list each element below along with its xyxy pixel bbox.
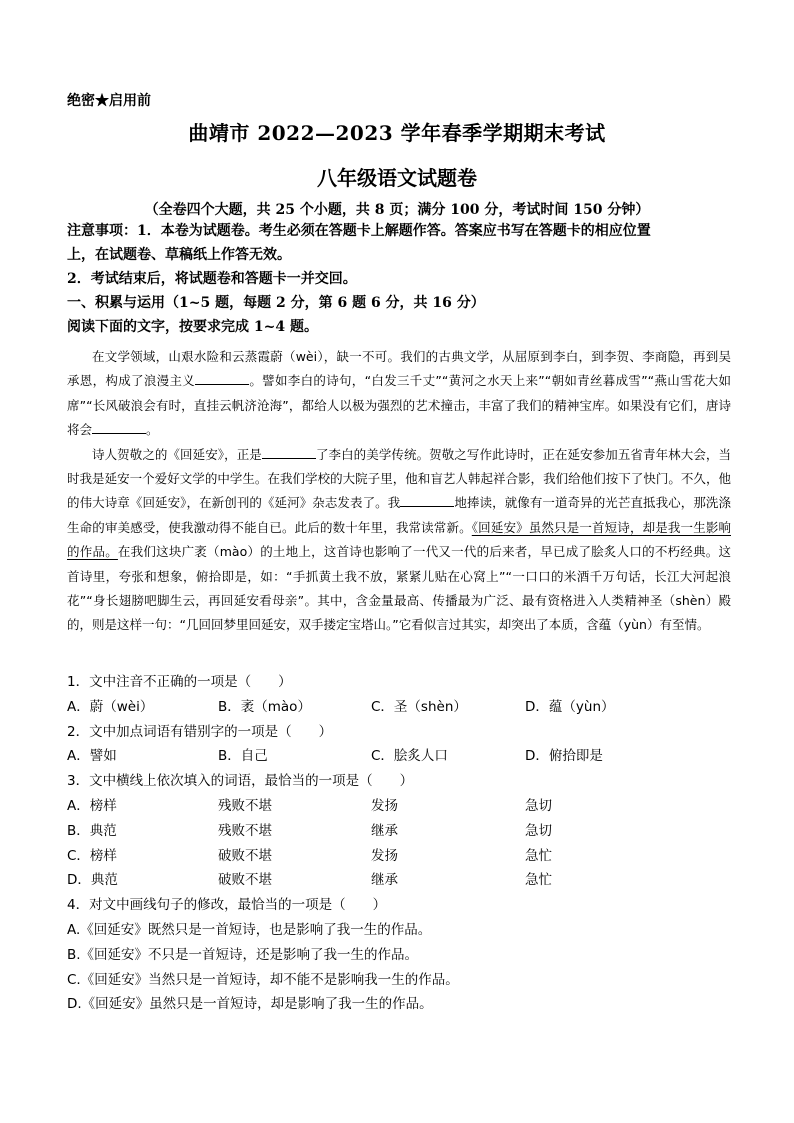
- exam-title: 曲靖市 2022—2023 学年春季学期期末考试: [188, 121, 606, 145]
- q1-option-a: A．蔚（wèi）: [67, 698, 154, 715]
- q1-option-d: D．蕴（yùn）: [525, 698, 615, 715]
- q4-option-c: C.《回延安》当然只是一首短诗，却不能不是影响我一生的作品。: [67, 971, 459, 988]
- answer-blank-4: [400, 492, 454, 507]
- confidential-mark: 绝密★启用前: [67, 93, 151, 109]
- q4-option-b: B.《回延安》不只是一首短诗，还是影响了我一生的作品。: [67, 946, 419, 963]
- q1-option-b: B．袤（mào）: [218, 698, 311, 715]
- q2-option-b: B．自己: [218, 748, 268, 765]
- underlined-sentence: 《回延安》虽然只是一首短诗，却是我一生影响的作品。: [67, 519, 731, 560]
- passage-paragraph-1: 在文学领域，山艰水险和云蒸霞蔚（wèi），缺一不可。我们的古典文学，从屈原到李白，到李贺、李商隐，再到吴承恩，构成了浪漫主义 。譬如李白的诗句，“白发三千丈”“黄河之水天上来”“朝如青丝暮成雪”“燕山雪花大如席”“长风破浪会有时，直挂云帆济沧海”，都给人以极为强烈的艺术撞击，丰富了我们的精神宝库。如果没有它们，唐诗将会 。: [67, 349, 731, 438]
- notice-line-3: 2．考试结束后，将试题卷和答题卡一并交回。: [67, 271, 357, 287]
- notice-line-1: 注意事项：1．本卷为试题卷。考生必须在答题卡上解题作答。答案应书写在答题卡的相应位置: [67, 223, 651, 239]
- q3-option-row: B．典范 残败不堪 继承 急切: [67, 822, 552, 839]
- q4-option-a: A.《回延安》既然只是一首短诗，也是影响了我一生的作品。: [67, 921, 432, 938]
- questions-block: [67, 670, 731, 1017]
- notice-block: [67, 219, 731, 339]
- notice-line-2: 上，在试题卷、草稿纸上作答无效。: [67, 247, 291, 263]
- exam-subtitle: 八年级语文试题卷: [317, 166, 477, 190]
- q3-stem: 3．文中横线上依次填入的词语，最恰当的一项是（ ）: [67, 773, 414, 790]
- q2-options: [67, 744, 731, 769]
- q2-stem: 2．文中加点词语有错别字的一项是（ ）: [67, 723, 333, 740]
- q2-option-d: D．俯拾即是: [525, 748, 603, 765]
- q4-option-d: D.《回延安》虽然只是一首短诗，却是影响了我一生的作品。: [67, 996, 433, 1013]
- reading-passage: [67, 345, 731, 638]
- q1-option-c: C．圣（shèn）: [371, 698, 467, 715]
- q2-option-c: C．脍炙人口: [371, 748, 448, 765]
- q2-option-a: A．譬如: [67, 748, 117, 765]
- passage-paragraph-2: 诗人贺敬之的《回延安》，正是 了李白的美学传统。贺敬之写作此诗时，正在延安参加五省青年林大会，当时我是延安一个爱好文学的中学生。在我们学校的大院子里，他和盲艺人韩起祥合影，我们给他们按下了快门。不久，他的伟大诗章《回延安》，在新创刊的《延河》杂志发表了。我 地捧读，就像有一道奇异的光芒直抵我心，那洗涤生命的审美感受，使我激动得不能自已。此后的数十年里，我常读常新。《回延安》虽然只是一首短诗，却是我一生影响的作品。在我们这块广袤（mào）的土地上，这首诗也影响了一代又一代的后来者，早已成了脍炙人口的不朽经典。这首诗里，夸张和想象，俯拾即是，如：“手抓黄土我不放，紧紧儿贴在心窝上”“一口口的米酒千万句话，长江大河起浪花”“身长翅膀吧脚生云，再回延安看母亲”。其中，含金量最高、传播最为广泛、最有资格进入人类精神圣（shèn）殿的，则是这样一句：“几回回梦里回延安，双手搂定宝塔山。”它看似言过其实，却突出了本质，含蕴（yùn）有至情。: [67, 443, 731, 638]
- q1-options: [67, 695, 731, 720]
- answer-blank-3: [262, 444, 316, 459]
- section-heading: 一、积累与运用（1~5 题，每题 2 分，第 6 题 6 分，共 16 分）: [67, 295, 485, 311]
- q1-stem: 1．文中注音不正确的一项是（ ）: [67, 674, 292, 690]
- q3-option-row: C．榜样 破败不堪 发扬 急忙: [67, 847, 552, 864]
- q4-stem: 4．对文中画线句子的修改，最恰当的一项是（ ）: [67, 897, 387, 914]
- answer-blank-2: [92, 419, 146, 434]
- answer-blank-1: [195, 370, 249, 385]
- q3-option-row: A．榜样 残败不堪 发扬 急切: [67, 797, 552, 814]
- exam-meta: （全卷四个大题，共 25 个小题，共 8 页；满分 100 分，考试时间 150 分钟）: [144, 202, 650, 218]
- q3-option-row: D．典范 破败不堪 继承 急忙: [67, 872, 552, 889]
- section-instruction: 阅读下面的文字，按要求完成 1~4 题。: [67, 319, 318, 335]
